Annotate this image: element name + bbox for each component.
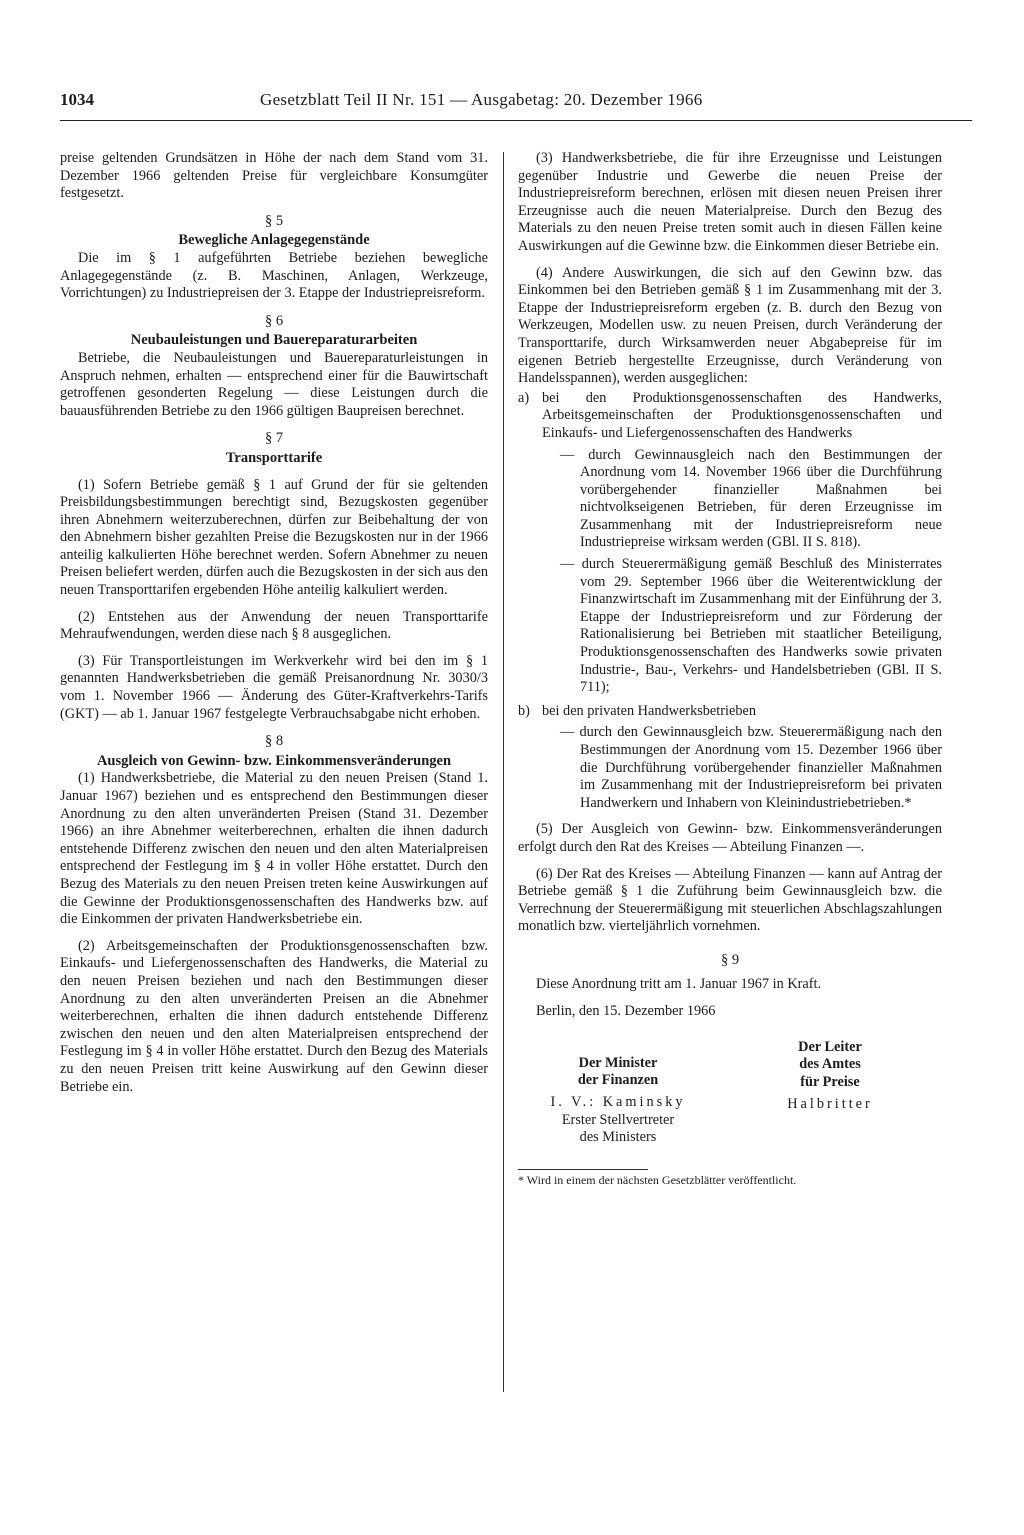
paragraph: (6) Der Rat des Kreises — Abteilung Finanzen — kann auf Antrag der Betriebe gemäß § 1 die Zuführung beim Gewinnausgleich bzw. die Verrechnung der Steuerermäßigung mit steuerlichen Abschlagszahlungen monatlich bzw. vierteljährlich vornehmen. <box>518 865 942 935</box>
signatory-role: Erster Stellvertreter <box>561 1111 675 1128</box>
right-column <box>518 150 942 1189</box>
header-rule <box>60 120 972 121</box>
section-heading: Ausgleich von Gewinn- bzw. Einkommensveränderungen <box>96 752 452 769</box>
section-number: § 6 <box>264 312 284 329</box>
section-number: § 5 <box>264 212 284 229</box>
section-heading: Bewegliche Anlagegegenstände <box>178 232 370 249</box>
paragraph: (5) Der Ausgleich von Gewinn- bzw. Einkommensveränderungen erfolgt durch den Rat des Kreises — Abteilung Finanzen —. <box>518 821 942 855</box>
paragraph: (2) Entstehen aus der Anwendung der neuen Transporttarife Mehraufwendungen, werden diese nach § 8 ausgeglichen. <box>60 608 488 643</box>
section-heading: Neubauleistungen und Bauereparaturarbeiten <box>130 332 418 349</box>
list-text: bei den Produktionsgenossenschaften des Handwerks, Arbeitsgemeinschaften der Produktionsgenossenschaften und Einkaufs- und Liefergenossenschaften des Handwerks <box>542 389 942 441</box>
dash-item: — durch Gewinnausgleich nach den Bestimmungen der Anordnung vom 14. November 1966 über die Durchführung vorübergehender finanzieller Maßnahmen bei nichtvolkseigenen Betrieben, für deren Erzeugnisse im Zusammenhang mit der Industriepreisreform neue Industriepreise wirksam werden (GBl. II S. 818). <box>560 446 942 551</box>
paragraph: (3) Für Transportleistungen im Werkverkehr wird bei den im § 1 genannten Handwerksbetrieben die gemäß Preisanordnung Nr. 3030/3 vom 1. November 1966 — Änderung des Güter-Kraftverkehrs-Tarifs (GKT) — ab 1. Januar 1967 festgelegte Verbrauchsabgabe nicht erhoben. <box>60 652 488 722</box>
list-item <box>518 703 942 721</box>
signature-left <box>518 1055 718 1147</box>
dash-item: — durch Steuerermäßigung gemäß Beschluß des Ministerrates vom 29. September 1966 über die Weiterentwicklung der Finanzwirtschaft im Zusammenhang mit der Einführung der 3. Etappe der Industriepreisreform und zur Förderung der Rationalisierung bei Betrieben mit staatlicher Beteiligung, Produktionsgenossenschaften des Handwerks sowie privaten Industrie-, Bau-, Verkehrs- und Handelsbetrieben (GBl. II S. 711); <box>560 556 942 696</box>
dash-item: — durch den Gewinnausgleich bzw. Steuerermäßigung nach den Bestimmungen der Anordnung vom 15. Dezember 1966 über die Durchführung vorübergehender finanzieller Maßnahmen im Zusammenhang mit der Industriepreisreform bei privaten Handwerkern und Inhabern von Kleinindustriebetrieben.* <box>560 724 942 811</box>
paragraph: (1) Handwerksbetriebe, die Material zu den neuen Preisen (Stand 1. Januar 1967) beziehen und es entsprechend den Bestimmungen dieser Anordnung zu den alten unveränderten Preisen (Stand 31. Dezember 1966) an ihre Abnehmer weiterberechnen, erhalten die ihnen dadurch entstehende Differenz zwischen den neuen und den alten Materialpreisen entsprechend der Festlegung im § 4 in voller Höhe erstattet. Durch den Bezug des Materials zu den neuen Preisen treten keine Auswirkungen auf die Gewinne der Produktionsgenossenschaften des Handwerks bzw. auf die Einkommen der privaten Handwerksbetriebe ein. <box>60 770 488 928</box>
paragraph: (3) Handwerksbetriebe, die für ihre Erzeugnisse und Leistungen gegenüber Industrie und Gewerbe die neuen Preise der Industriepreisreform berechnen, erlösen mit diesen neuen Preisen ihrer Erzeugnisse auch die neuen Materialpreise. Durch den Bezug des Materials zu den neuen Preise treten somit auch in diesen Fällen keine Auswirkungen auf die Gewinne bzw. die Einkommen dieser Betriebe ein. <box>518 150 942 254</box>
page-header <box>60 90 972 114</box>
page-number: 1034 <box>60 90 94 109</box>
signatory-name: Halbritter <box>787 1095 873 1112</box>
section-number: § 8 <box>264 733 284 750</box>
column-divider <box>503 152 504 1392</box>
paragraph: Die im § 1 aufgeführten Betriebe beziehen bewegliche Anlagegegenstände (z. B. Maschinen, Anlagen, Werkzeuge, Vorrichtungen) zu Industriepreisen der 3. Etappe der Industriepreisreform. <box>60 249 488 302</box>
place-date: Berlin, den 15. Dezember 1966 <box>536 1003 716 1020</box>
signatory-title: Der Minister <box>578 1054 658 1071</box>
signatory-title: Der Leiter <box>798 1038 862 1055</box>
section-heading: Transporttarife <box>225 449 323 466</box>
signatory-title: für Preise <box>800 1073 860 1090</box>
paragraph: (4) Andere Auswirkungen, die sich auf den Gewinn bzw. das Einkommen bei den Betrieben gemäß § 1 im Zusammenhang mit der 3. Etappe der Industriepreisreform ergeben (z. B. durch den Bezug von Werkzeugen, Modellen usw. zu neuen Preisen, durch Veränderung der Transporttarife, durch Wirksamwerden neuer Abgabepreise für im eigenen Betrieb hergestellte Erzeugnisse, durch Veränderung von Handelsspannen), werden ausgeglichen: <box>518 264 942 387</box>
signature-block <box>518 1039 942 1159</box>
footnote: * Wird in einem der nächsten Gesetzblätter veröffentlicht. <box>518 1172 797 1187</box>
paragraph: Diese Anordnung tritt am 1. Januar 1967 in Kraft. <box>536 975 822 992</box>
paragraph: Betriebe, die Neubauleistungen und Bauereparaturleistungen in Anspruch nehmen, erhalten — entsprechend einer für die Bauwirtschaft getroffenen gesonderten Regelung — diese Leistungen durch die bauausführenden Betriebe zu den 1966 gültigen Baupreisen berechnet. <box>60 349 488 419</box>
signature-right <box>750 1039 910 1113</box>
paragraph: (2) Arbeitsgemeinschaften der Produktionsgenossenschaften bzw. Einkaufs- und Liefergenossenschaften des Handwerks, die Material zu den neuen Preisen beziehen und nach den Bestimmungen dieser Anordnung zu den alten unveränderten Preisen an die Abnehmer weiterberechnen, erhalten die ihnen dadurch entstehende Differenz zwischen den neuen und den alten Materialpreisen entsprechend der Festlegung im § 4 in voller Höhe erstattet. Durch den Bezug des Materials zu den neuen Preisen tritt keine Auswirkung auf den Gewinn dieser Betriebe ein. <box>60 937 488 1095</box>
paragraph: (1) Sofern Betriebe gemäß § 1 auf Grund der für sie geltenden Preisbildungsbestimmungen berechtigt sind, Bezugskosten gegenüber ihren Abnehmern weiterzuberechnen, dürfen zur Beibehaltung der von den Abnehmern bisher gezahlten Preise die Bezugskosten nur in der 1966 anteilig kalkulierten Höhe berechnet werden. Sofern Abnehmer zu neuen Preisen beliefert werden, dürfen auch die Bezugskosten in der sich aus den neuen Transporttarifen ergebenden Höhe anteilig kalkuliert werden. <box>60 476 488 599</box>
list-label: b) <box>518 702 530 719</box>
signatory-name: I. V.: Kaminsky <box>550 1093 686 1110</box>
footnote-rule <box>518 1169 648 1170</box>
left-column <box>60 150 488 1096</box>
list-text: bei den privaten Handwerksbetrieben <box>542 702 756 719</box>
signatory-role: des Ministers <box>579 1129 657 1146</box>
header-title: Gesetzblatt Teil II Nr. 151 — Ausgabetag: 20. Dezember 1966 <box>260 90 703 109</box>
signatory-title: der Finanzen <box>577 1072 659 1089</box>
signatory-title: des Amtes <box>799 1056 861 1073</box>
section-number: § 7 <box>264 430 284 447</box>
paragraph: preise geltenden Grundsätzen in Höhe der nach dem Stand vom 31. Dezember 1966 geltenden Preise für vergleichbare Konsumgüter festgesetzt. <box>60 150 488 202</box>
section-number: § 9 <box>720 951 740 968</box>
list-label: a) <box>518 389 530 406</box>
list-item <box>518 390 942 443</box>
